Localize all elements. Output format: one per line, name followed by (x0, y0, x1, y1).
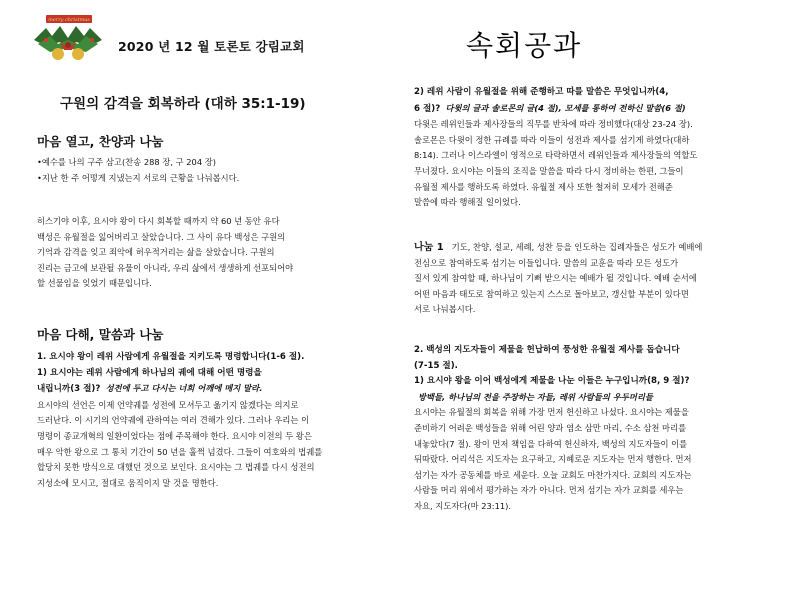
church-name: 2020 년 12 월 토론토 강림교회 (118, 39, 305, 54)
lesson-title: 구원의 감격을 회복하라 (대하 35:1-19) (60, 96, 306, 112)
intro-line: 진리는 금고에 보관될 유물이 아니라, 우리 삶에서 생생하게 선포되어야 (37, 262, 294, 273)
body-line: 지성소에 모시고, 절대로 움직이지 말 것을 명한다. (37, 477, 219, 488)
body-line: 준비하기 어려운 백성들을 위해 어린 양과 염소 삼만 마리, 수소 삼천 마리를 (414, 422, 687, 433)
body-line: 솔로몬은 다윗이 정한 규례를 따라 이들이 성전과 제사를 섬기게 하였다(대하 (414, 134, 690, 145)
body-line: 드러난다. 이 시기의 언약궤에 관하여는 여러 견해가 있다. 그러나 우리는 이 (37, 415, 310, 426)
answer-1-2: 다윗의 글과 솔로몬의 글(4 절), 모세를 통하여 전하신 말씀(6 절) (445, 102, 686, 113)
body-line: 서로 나눠봅시다. (414, 304, 476, 315)
question-2-line1: 2. 백성의 지도자들이 제물을 헌납하여 풍성한 유월절 제사를 돕습니다 (414, 345, 680, 355)
question-1: 1. 요시야 왕이 레위 사람에게 유월절을 지키도록 명령합니다(1-6 절). (37, 352, 305, 362)
page-title: 속회공과 (466, 29, 583, 62)
question-1-2-line1: 2) 레위 사람이 유월절을 위해 준행하고 따를 말씀은 무엇입니까(4, (414, 87, 669, 97)
body-line: 요시야의 선언은 이제 언약궤를 성전에 모셔두고 옮기지 않겠다는 의지로 (37, 399, 299, 410)
section1-heading: 마음 열고, 찬양과 나눔 (37, 134, 164, 149)
intro-line: 할 선물임을 잊었기 때문입니다. (37, 278, 152, 289)
body-line: 질서 있게 참여할 때, 하나님이 기뻐 받으시는 예배가 될 것입니다. 예배 순서에 (414, 273, 697, 284)
question-1-2-line2: 6 절)? (414, 103, 441, 114)
section2-block (37, 350, 377, 491)
question-1-2-block (414, 85, 759, 211)
christmas-logo (32, 14, 104, 66)
body-line: 요시야는 유월절의 회복을 위해 가장 먼저 헌신하고 나섰다. 요시야는 제물을 (414, 407, 689, 418)
answer-2-1: 방백들, 하나님의 전을 주장하는 자들, 레위 사람들의 우두머리들 (418, 391, 653, 402)
bullet-item: •지난 한 주 어떻게 지냈는지 서로의 근황을 나눠봅시다. (37, 172, 240, 183)
share-1-label: 나눔 1 (414, 242, 444, 253)
intro-line: 기억과 감격을 잊고 죄악에 허우적거리는 삶을 살았습니다. 구원의 (37, 247, 275, 258)
share-1-block (414, 240, 759, 318)
body-line: 전심으로 참여하도록 섬기는 이들입니다. 말씀의 교훈을 따라 모든 성도가 (414, 257, 679, 268)
body-line: 기도, 찬양, 설교, 세례, 성찬 등을 인도하는 집례자들은 성도가 예배에 (451, 242, 703, 252)
body-line: 무너졌다. 요시야는 이들의 조직을 말씀을 따라 다시 정비하는 한편, 그들이 (414, 165, 684, 176)
intro-line: 히스기야 이후, 요시야 왕이 다시 회복할 때까지 약 60 년 동안 유다 (37, 216, 280, 226)
body-line: 어떤 마음과 태도로 참여하고 있는지 스스로 돌아보고, 갱신할 부분이 있다면 (414, 288, 689, 299)
body-line: 뒤따랐다. 어리석은 지도자는 요구하고, 지혜로운 지도자는 먼저 행한다. 먼저 (414, 454, 692, 465)
body-line: 명령이 종교개혁의 일환이었다는 점에 주목해야 한다. 요시야 이전의 두 왕은 (37, 430, 312, 441)
body-line: 매우 악한 왕으로 그 통치 기간이 50 년을 훌쩍 넘겼다. 그들이 여호와의 법궤를 (37, 446, 323, 457)
intro-line: 백성은 유월절을 잃어버리고 살았습니다. 그 사이 유다 백성은 구원의 (37, 231, 286, 242)
body-line: 8:14). 그러나 이스라엘이 영적으로 타락하면서 레위인들과 제사장들의 역할도 (414, 150, 698, 161)
body-line: 말씀에 따라 행해질 일이었다. (414, 197, 521, 208)
answer-1-1: 성전에 두고 다시는 너희 어깨에 메지 말라. (105, 383, 263, 394)
body-line: 다윗은 레위인들과 제사장들의 직무를 반차에 따라 정비했다(대상 23-24 장). (414, 119, 693, 130)
svg-text:merry christmas: merry christmas (48, 17, 90, 23)
section1-bullets (37, 155, 377, 186)
section1-intro (37, 214, 377, 292)
question-2-line2: (7-15 절). (414, 360, 458, 371)
body-line: 사람들 머리 위에서 평가하는 자가 아니다. 먼저 섬기는 자가 교회를 세우는 (414, 485, 684, 496)
body-line: 합당치 못한 방식으로 대했던 것으로 보인다. 요시야는 그 법궤를 다시 성전의 (37, 462, 315, 473)
body-line: 섬기는 자가 공동체를 바로 세운다. 오늘 교회도 마찬가지다. 교회의 지도자는 (414, 469, 692, 480)
question-2-block (414, 343, 759, 515)
question-1-1-line1: 1) 요시야는 레위 사람에게 하나님의 궤에 대해 어떤 명령을 (37, 367, 262, 378)
bullet-item: •예수를 나의 구주 삼고(찬송 288 장, 구 204 장) (37, 157, 216, 167)
question-2-1: 1) 요시야 왕을 이어 백성에게 제물을 나눈 이들은 누구입니까(8, 9 절)? (414, 376, 690, 387)
body-line: 유월절 제사를 행하도록 하였다. 유월절 제사 또한 철저히 모세가 전해준 (414, 181, 673, 192)
question-1-1-line2: 내립니까(3 절)? (37, 384, 101, 395)
body-line: 자요, 지도자다(마 23:11). (414, 500, 512, 511)
section2-heading: 마음 다해, 말씀과 나눔 (37, 327, 164, 342)
body-line: 내놓았다(7 절). 왕이 먼저 책임을 다하여 헌신하자, 백성의 지도자들이 이를 (414, 438, 688, 449)
